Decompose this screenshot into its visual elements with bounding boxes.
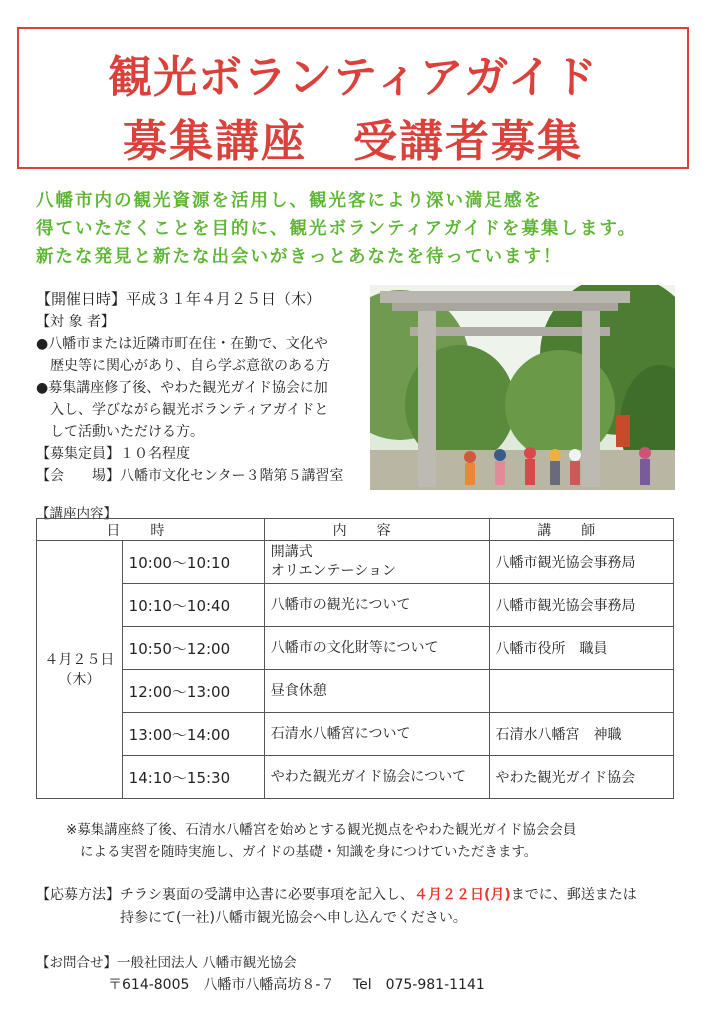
intro-line-2: 得ていただくことを目的に、観光ボランティアガイドを募集します。 bbox=[36, 219, 637, 239]
schedule-table bbox=[36, 518, 674, 799]
table-row bbox=[37, 627, 674, 670]
row-lecturer: やわた観光ガイド協会 bbox=[489, 756, 673, 799]
row-time: 10:00〜10:10 bbox=[122, 541, 264, 584]
target-item-2: 歴史等に関心があり、自ら学ぶ意欲のある方 bbox=[36, 358, 330, 374]
row-content: やわた観光ガイド協会について bbox=[264, 756, 489, 799]
intro-line-1: 八幡市内の観光資源を活用し、観光客により深い満足感を bbox=[36, 191, 543, 211]
apply-text-after: までに、郵送または bbox=[510, 887, 637, 903]
row-content: 八幡市の観光について bbox=[264, 584, 489, 627]
capacity bbox=[36, 443, 190, 463]
target-item-1: ●八幡市または近隣市町在住・在勤で、文化や bbox=[36, 336, 328, 352]
note-line-1: ※募集講座終了後、石清水八幡宮を始めとする観光拠点をやわた観光ガイド協会会員 bbox=[66, 822, 577, 838]
table-row bbox=[37, 756, 674, 799]
schedule-weekday: （木） bbox=[58, 671, 101, 688]
schedule-date-cell bbox=[37, 541, 123, 799]
header-content: 内容 bbox=[264, 519, 489, 541]
row-time: 10:50〜12:00 bbox=[122, 627, 264, 670]
row-time: 13:00〜14:00 bbox=[122, 713, 264, 756]
row-lecturer: 八幡市観光協会事務局 bbox=[489, 541, 673, 584]
row-content: 八幡市の文化財等について bbox=[264, 627, 489, 670]
title-line-1: 観光ボランティアガイド bbox=[108, 52, 598, 103]
table-row bbox=[37, 670, 674, 713]
apply-text-before: チラシ裏面の受講申込書に必要事項を記入し、 bbox=[120, 887, 414, 903]
row-time: 14:10〜15:30 bbox=[122, 756, 264, 799]
venue bbox=[36, 465, 343, 485]
venue-label: 【会 場】 bbox=[36, 468, 120, 484]
header-lecturer: 講師 bbox=[489, 519, 673, 541]
row-content bbox=[264, 541, 489, 584]
row-lecturer: 八幡市観光協会事務局 bbox=[489, 584, 673, 627]
row-time: 12:00〜13:00 bbox=[122, 670, 264, 713]
target-item-5: して活動いただける方。 bbox=[36, 424, 204, 440]
intro-line-3: 新たな発見と新たな出会いがきっとあなたを待っています！ bbox=[36, 247, 563, 267]
title-line-2: 募集講座 受講者募集 bbox=[123, 116, 583, 167]
row-time: 10:10〜10:40 bbox=[122, 584, 264, 627]
contact-org: 一般社団法人 八幡市観光協会 bbox=[117, 955, 297, 971]
table-row bbox=[37, 584, 674, 627]
capacity-value: １０名程度 bbox=[120, 446, 190, 462]
table-row bbox=[37, 713, 674, 756]
apply-label: 【応募方法】 bbox=[36, 887, 120, 903]
venue-value: 八幡市文化センター３階第５講習室 bbox=[120, 468, 344, 484]
schedule-date: ４月２５日 bbox=[44, 651, 115, 668]
capacity-label: 【募集定員】 bbox=[36, 446, 120, 462]
note-line-2: による実習を随時実施し、ガイドの基礎・知識を身につけていただきます。 bbox=[80, 844, 538, 860]
table-row bbox=[37, 541, 674, 584]
row-content-line: 開講式 bbox=[270, 544, 313, 560]
apply-line-2: 持参にて(一社)八幡市観光協会へ申し込んでください。 bbox=[120, 910, 467, 926]
row-lecturer: 八幡市役所 職員 bbox=[489, 627, 673, 670]
contact-address: 〒614-8005 八幡市八幡高坊８-７ Tel 075-981-1141 bbox=[108, 977, 485, 993]
row-content: 石清水八幡宮について bbox=[264, 713, 489, 756]
target-label: 【対 象 者】 bbox=[36, 314, 115, 330]
header-datetime: 日時 bbox=[37, 519, 265, 541]
schedule-header-row bbox=[37, 519, 674, 541]
schedule-section-label: 【講座内容】 bbox=[36, 506, 117, 522]
title-banner bbox=[17, 27, 689, 169]
row-content: 昼食休憩 bbox=[264, 670, 489, 713]
row-content-line: オリエンテーション bbox=[270, 563, 396, 579]
event-date-value: 平成３１年４月２５日（木） bbox=[126, 290, 322, 308]
target-item-4: 入し、学びながら観光ボランティアガイドと bbox=[36, 402, 329, 418]
event-date-label: 【開催日時】 bbox=[36, 290, 127, 308]
shrine-torii-photo bbox=[370, 285, 675, 490]
apply-deadline: ４月２２日(月) bbox=[414, 887, 511, 903]
torii-illustration bbox=[370, 285, 675, 490]
contact-label: 【お問合せ】 bbox=[36, 955, 117, 971]
row-lecturer: 石清水八幡宮 神職 bbox=[489, 713, 673, 756]
event-date bbox=[36, 288, 321, 309]
contact bbox=[36, 951, 297, 971]
target-item-3: ●募集講座修了後、やわた観光ガイド協会に加 bbox=[36, 380, 328, 396]
apply-method bbox=[36, 884, 637, 904]
row-lecturer bbox=[489, 670, 673, 713]
